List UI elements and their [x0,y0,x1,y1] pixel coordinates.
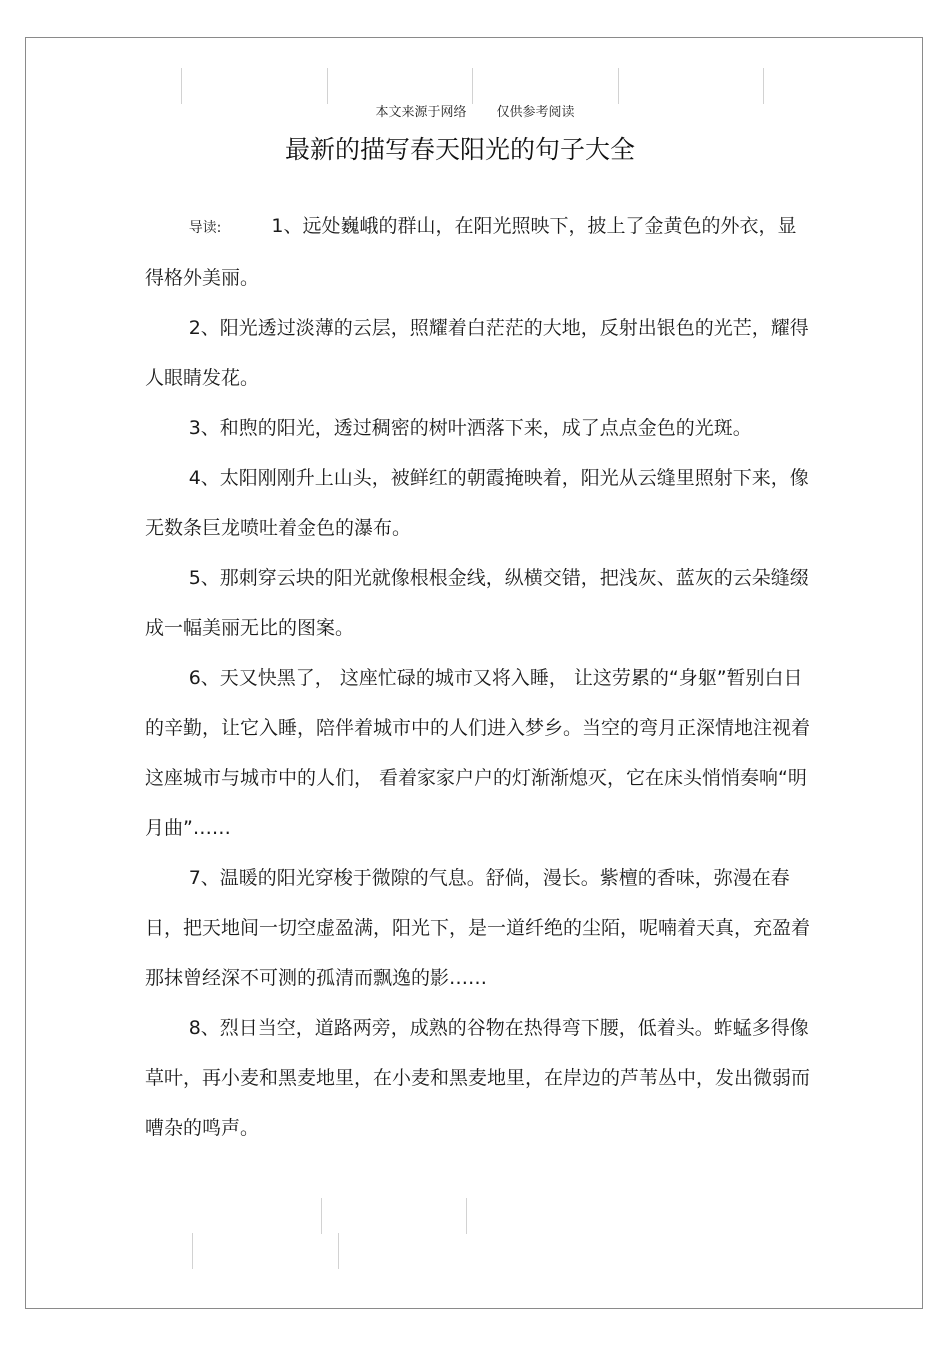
scan-mark [192,1233,193,1269]
paragraph-4: 4、太阳刚刚升上山头，被鲜红的朝霞掩映着，阳光从云缝里照射下来，像无数条巨龙喷吐着金色的瀑布。 [145,467,809,539]
paragraph-1 [145,201,810,303]
scan-mark [181,68,182,104]
scan-mark [618,68,619,104]
page-title: 最新的描写春天阳光的句子大全 [284,135,635,164]
paragraph-5: 5、那刺穿云块的阳光就像根根金线，纵横交错，把浅灰、蓝灰的云朵缝缀成一幅美丽无比的图案。 [145,567,809,639]
scan-mark [321,1198,322,1234]
scan-mark [466,1198,467,1234]
scan-mark [763,68,764,104]
paragraph-8: 8、烈日当空，道路两旁，成熟的谷物在热得弯下腰，低着头。蚱蜢多得像草叶，再小麦和黑麦地里，在小麦和黑麦地里，在岸边的芦苇丛中，发出微弱而嘈杂的鸣声。 [145,1017,811,1139]
scan-mark [327,68,328,104]
scan-mark [338,1233,339,1269]
header-note [0,104,950,122]
paragraph-6: 6、天又快黑了， 这座忙碌的城市又将入睡， 让这劳累的“身躯”暂别白日的辛勤，让它入睡，陪伴着城市中的人们进入梦乡。当空的弯月正深情地注视着这座城市与城市中的人们， 看着家家户户的灯渐渐熄灭，它在床头悄悄奏响“明月曲”…… [145,667,811,839]
reference-note: 仅供参考阅读 [496,105,575,120]
paragraph-2: 2、阳光透过淡薄的云层，照耀着白茫茫的大地，反射出银色的光芒，耀得人眼睛发花。 [145,317,809,389]
paragraph-text: 1、远处巍峨的群山，在阳光照映下，披上了金黄色的外衣，显得格外美丽。 [145,215,797,289]
source-note: 本文来源于网络 [375,105,467,120]
article-body [145,201,810,1153]
paragraph-7: 7、温暖的阳光穿梭于微隙的气息。舒倘，漫长。紫檀的香味，弥漫在春日，把天地间一切空虚盈满，阳光下，是一道纤绝的尘陌，呢喃着天真，充盈着那抹曾经深不可测的孤清而飘逸的影…… [145,867,811,989]
paragraph-3: 3、和煦的阳光，透过稠密的树叶洒落下来，成了点点金色的光斑。 [188,417,752,439]
lead-label: 导读: [188,220,222,236]
scan-mark [472,68,473,104]
